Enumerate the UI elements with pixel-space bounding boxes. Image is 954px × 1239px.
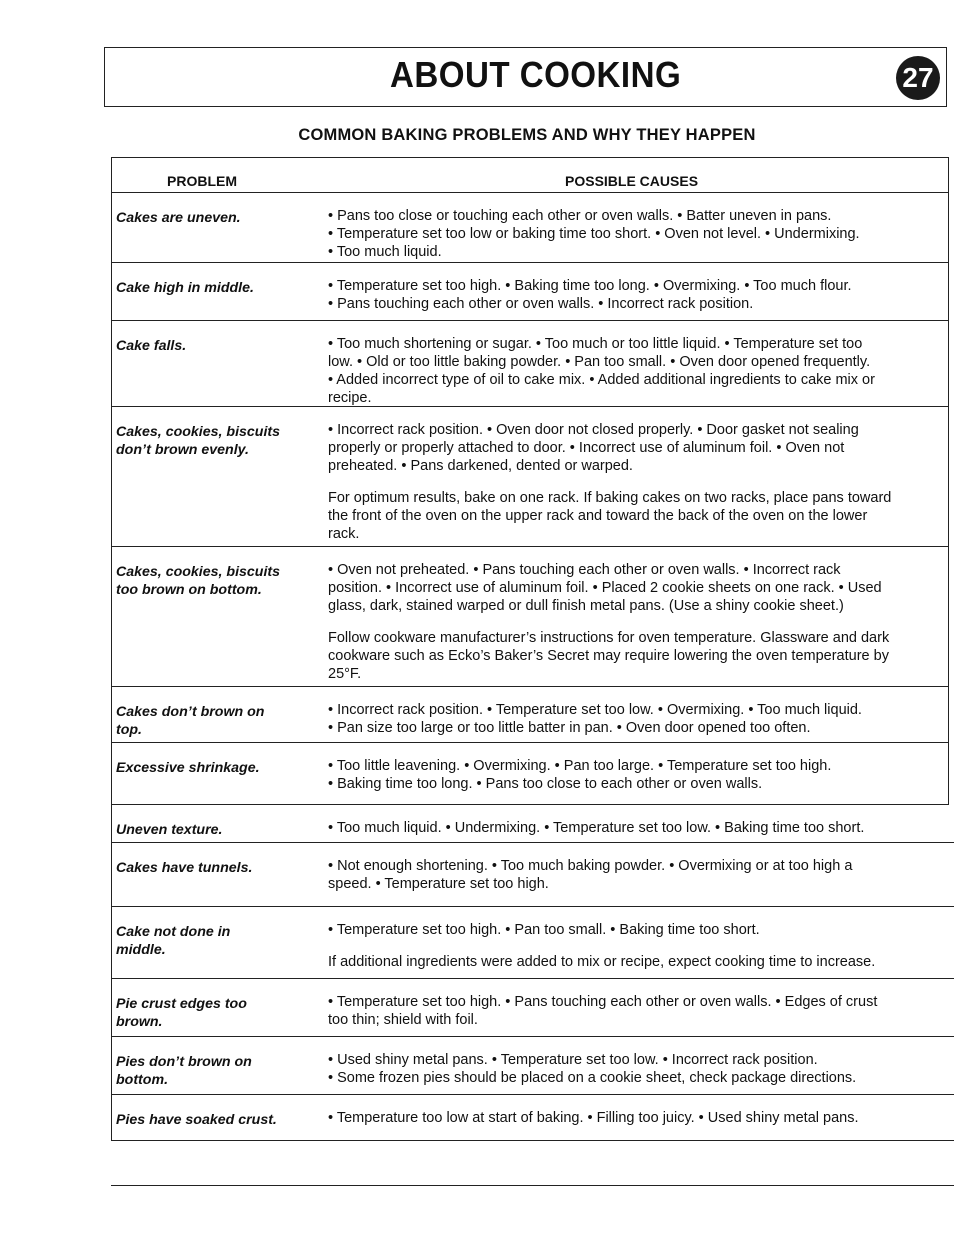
table-row — [112, 687, 949, 743]
causes-cell — [320, 547, 948, 686]
problem-cell — [112, 193, 320, 262]
problem-text: Pies have soaked crust. — [116, 1112, 277, 1128]
problem-text: Excessive shrinkage. — [116, 760, 260, 776]
problem-text: brown. — [116, 1014, 163, 1030]
causes-paragraph — [328, 335, 940, 407]
problem-cell — [112, 979, 320, 1036]
table-row — [112, 407, 949, 547]
problem-cell — [112, 1095, 320, 1140]
causes-paragraph — [328, 819, 947, 837]
causes-paragraph — [328, 421, 940, 475]
problem-text: Cake not done in — [116, 924, 231, 940]
page-title: ABOUT COOKING — [390, 54, 682, 95]
problem-text: Cakes have tunnels. — [116, 860, 253, 876]
causes-text: • Temperature set too high. • Pan too small. • Baking time too short. — [328, 922, 760, 938]
causes-paragraph — [328, 757, 940, 793]
problem-text: middle. — [116, 942, 166, 958]
table-header-row — [112, 158, 949, 193]
table-row — [112, 321, 949, 407]
causes-text: • Baking time too long. • Pans too close to each other or oven walls. — [328, 776, 763, 792]
problem-cell — [112, 743, 320, 804]
table-row — [112, 907, 954, 979]
table-row — [112, 263, 949, 321]
problem-text: Cake high in middle. — [116, 280, 254, 296]
problem-text: bottom. — [116, 1072, 169, 1088]
causes-cell — [320, 843, 954, 906]
causes-cell — [320, 907, 954, 978]
causes-text: • Pans touching each other or oven walls. • Incorrect rack position. — [328, 296, 754, 312]
causes-paragraph — [328, 489, 940, 543]
header-box — [104, 47, 947, 107]
causes-text: too thin; shield with foil. — [328, 1012, 478, 1028]
causes-paragraph — [328, 857, 947, 893]
causes-paragraph — [328, 277, 940, 313]
problem-text: Pies don’t brown on — [116, 1054, 252, 1070]
causes-text: Follow cookware manufacturer’s instructions for oven temperature. Glassware and dark — [328, 630, 890, 646]
table-row — [112, 1095, 954, 1141]
causes-paragraph — [328, 921, 947, 939]
table-row — [112, 843, 954, 907]
causes-text: • Pans too close or touching each other or oven walls. • Batter uneven in pans. — [328, 208, 832, 224]
problem-text: Uneven texture. — [116, 822, 223, 838]
causes-text: 25°F. — [328, 666, 362, 682]
causes-cell — [320, 193, 948, 262]
table-row — [112, 547, 949, 687]
causes-text: • Temperature too low at start of baking. • Filling too juicy. • Used shiny metal pans. — [328, 1110, 859, 1126]
table-row — [112, 193, 949, 263]
causes-paragraph — [328, 701, 940, 737]
causes-paragraph — [328, 561, 940, 615]
causes-text: rack. — [328, 526, 360, 542]
causes-text: • Temperature set too high. • Baking time too long. • Overmixing. • Too much flour. — [328, 278, 852, 294]
table-row — [112, 979, 954, 1037]
problem-text: Cakes don’t brown on — [116, 704, 265, 720]
problem-cell — [112, 1037, 320, 1094]
causes-text: • Some frozen pies should be placed on a cookie sheet, check package directions. — [328, 1070, 857, 1086]
causes-text: the front of the oven on the upper rack and toward the back of the oven on the lower — [328, 508, 868, 524]
problem-text: top. — [116, 722, 142, 738]
problem-cell — [112, 321, 320, 406]
causes-text: For optimum results, bake on one rack. If baking cakes on two racks, place pans toward — [328, 490, 892, 506]
causes-cell — [320, 321, 948, 406]
causes-text: • Too much shortening or sugar. • Too much or too little liquid. • Temperature set too — [328, 336, 863, 352]
page-number-badge: 27 — [896, 56, 940, 100]
causes-text: • Temperature set too high. • Pans touching each other or oven walls. • Edges of crust — [328, 994, 878, 1010]
problem-cell — [112, 407, 320, 546]
causes-text: • Too little leavening. • Overmixing. • Pan too large. • Temperature set too high. — [328, 758, 832, 774]
problem-text: Cake falls. — [116, 338, 187, 354]
table-row — [112, 805, 954, 843]
problem-cell — [112, 263, 320, 320]
causes-text: position. • Incorrect use of aluminum foil. • Placed 2 cookie sheets on one rack. • Used — [328, 580, 882, 596]
baking-problems-table — [111, 157, 949, 1141]
causes-text: • Added incorrect type of oil to cake mix. • Added additional ingredients to cake mix or — [328, 372, 875, 388]
footer-rule — [111, 1185, 954, 1186]
table-row — [112, 1037, 954, 1095]
causes-text: preheated. • Pans darkened, dented or warped. — [328, 458, 633, 474]
problem-cell — [112, 687, 320, 742]
causes-paragraph — [328, 1109, 947, 1127]
causes-text: speed. • Temperature set too high. — [328, 876, 549, 892]
causes-text: properly or properly attached to door. • Incorrect use of aluminum foil. • Oven not — [328, 440, 845, 456]
causes-paragraph — [328, 207, 940, 261]
problem-text: Pie crust edges too — [116, 996, 247, 1012]
column-header-problem: PROBLEM — [167, 173, 237, 189]
problem-cell — [112, 547, 320, 686]
problem-cell — [112, 843, 320, 906]
causes-text: recipe. — [328, 390, 372, 406]
causes-cell — [320, 1037, 954, 1094]
causes-text: low. • Old or too little baking powder. • Pan too small. • Oven door opened frequently. — [328, 354, 871, 370]
causes-paragraph — [328, 629, 940, 683]
causes-cell — [320, 263, 948, 320]
causes-text: • Pan size too large or too little batter in pan. • Oven door opened too often. — [328, 720, 811, 736]
causes-paragraph — [328, 953, 947, 971]
section-title: COMMON BAKING PROBLEMS AND WHY THEY HAPPEN — [298, 126, 756, 144]
problem-text: Cakes, cookies, biscuits — [116, 424, 281, 440]
causes-text: • Too much liquid. — [328, 244, 442, 260]
causes-cell — [320, 407, 948, 546]
causes-text: • Used shiny metal pans. • Temperature set too low. • Incorrect rack position. — [328, 1052, 818, 1068]
causes-text: • Too much liquid. • Undermixing. • Temperature set too low. • Baking time too short. — [328, 820, 865, 836]
causes-cell — [320, 979, 954, 1036]
table-row — [112, 743, 949, 805]
causes-text: • Not enough shortening. • Too much baking powder. • Overmixing or at too high a — [328, 858, 853, 874]
causes-paragraph — [328, 1051, 947, 1087]
problem-text: too brown on bottom. — [116, 582, 262, 598]
problem-text: Cakes are uneven. — [116, 210, 241, 226]
problem-cell — [112, 805, 320, 842]
causes-text: • Oven not preheated. • Pans touching each other or oven walls. • Incorrect rack — [328, 562, 841, 578]
causes-text: • Incorrect rack position. • Temperature set too low. • Overmixing. • Too much liquid. — [328, 702, 862, 718]
causes-text: glass, dark, stained warped or dull finish metal pans. (Use a shiny cookie sheet.) — [328, 598, 844, 614]
column-header-causes: POSSIBLE CAUSES — [565, 173, 699, 189]
causes-text: If additional ingredients were added to mix or recipe, expect cooking time to increase. — [328, 954, 876, 970]
causes-text: • Temperature set too low or baking time too short. • Oven not level. • Undermixing. — [328, 226, 860, 242]
table-body — [112, 193, 949, 1141]
causes-cell — [320, 687, 948, 742]
causes-paragraph — [328, 993, 947, 1029]
causes-cell — [320, 1095, 954, 1140]
problem-text: don’t brown evenly. — [116, 442, 249, 458]
problem-text: Cakes, cookies, biscuits — [116, 564, 281, 580]
problem-cell — [112, 907, 320, 978]
causes-cell — [320, 805, 954, 842]
causes-text: cookware such as Ecko’s Baker’s Secret may require lowering the oven temperature by — [328, 648, 889, 664]
causes-text: • Incorrect rack position. • Oven door not closed properly. • Door gasket not sealing — [328, 422, 859, 438]
causes-cell — [320, 743, 948, 804]
